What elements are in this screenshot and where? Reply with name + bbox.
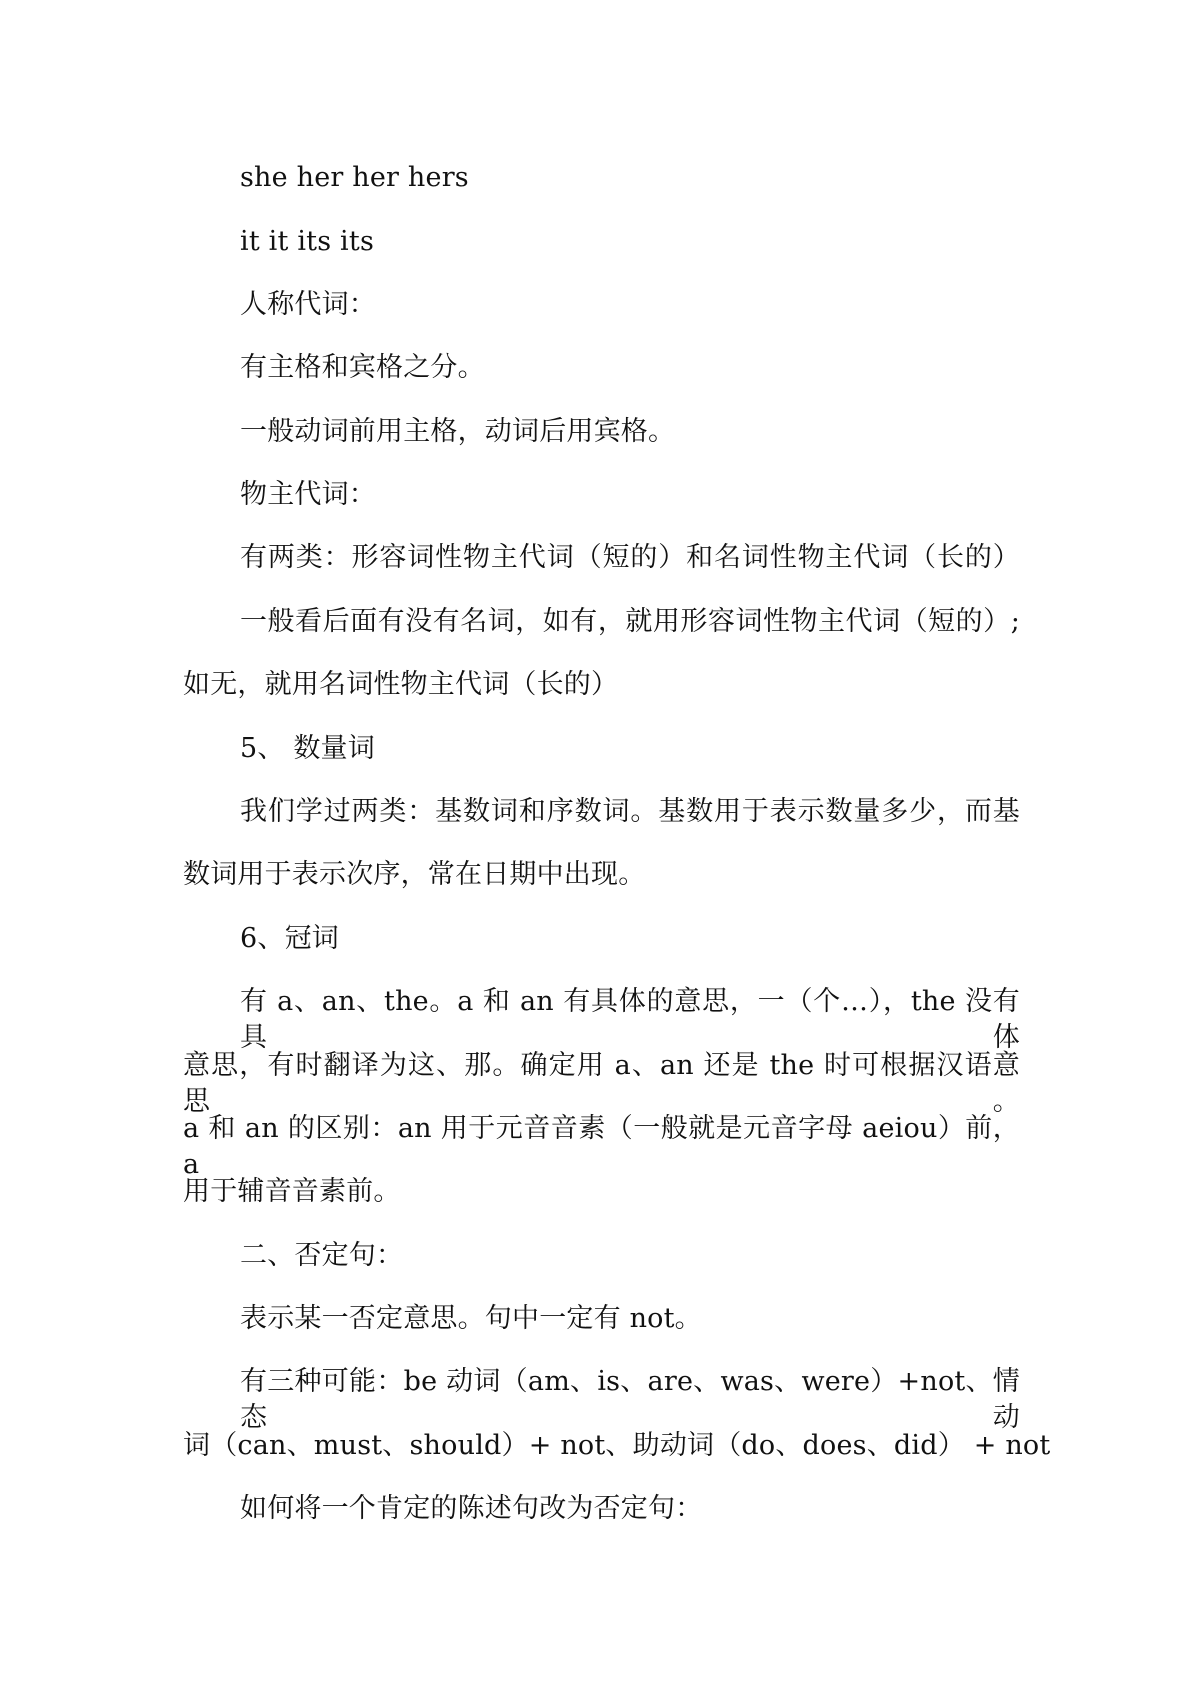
text-line-18: 二、否定句： [240,1240,404,1271]
text-line-17: 用于辅音音素前。 [183,1176,401,1207]
text-line-4: 有主格和宾格之分。 [240,352,485,383]
text-line-10: 5、 数量词 [240,733,375,764]
text-line-22: 如何将一个肯定的陈述句改为否定句： [240,1493,703,1524]
text-line-14: 有 a、an、the。a 和 an 有具体的意思，一（个…），the 没有具体 [240,986,1020,1053]
text-line-9: 如无，就用名词性物主代词（长的） [183,669,619,700]
text-line-8: 一般看后面有没有名词，如有，就用形容词性物主代词（短的）; [240,606,1020,637]
text-line-16: a 和 an 的区别：an 用于元音音素（一般就是元音字母 aeiou）前，a [183,1113,1020,1180]
text-line-20: 有三种可能：be 动词（am、is、are、was、were）+not、情态动 [240,1366,1020,1433]
text-line-1: she her her hers [240,162,469,193]
text-line-3: 人称代词： [240,289,376,320]
text-line-15: 意思，有时翻译为这、那。确定用 a、an 还是 the 时可根据汉语意思。 [183,1050,1020,1117]
text-line-7: 有两类：形容词性物主代词（短的）和名词性物主代词（长的） [240,542,1020,573]
text-line-5: 一般动词前用主格，动词后用宾格。 [240,416,676,447]
text-line-12: 数词用于表示次序，常在日期中出现。 [183,859,646,890]
text-line-13: 6、冠词 [240,923,339,954]
text-line-2: it it its its [240,226,375,257]
text-line-11: 我们学过两类：基数词和序数词。基数用于表示数量多少，而基 [240,796,1020,827]
text-line-21: 词（can、must、should）+ not、助动词（do、does、did） + not [183,1430,1051,1461]
text-line-19: 表示某一否定意思。句中一定有 not。 [240,1303,702,1334]
text-line-6: 物主代词： [240,479,376,510]
